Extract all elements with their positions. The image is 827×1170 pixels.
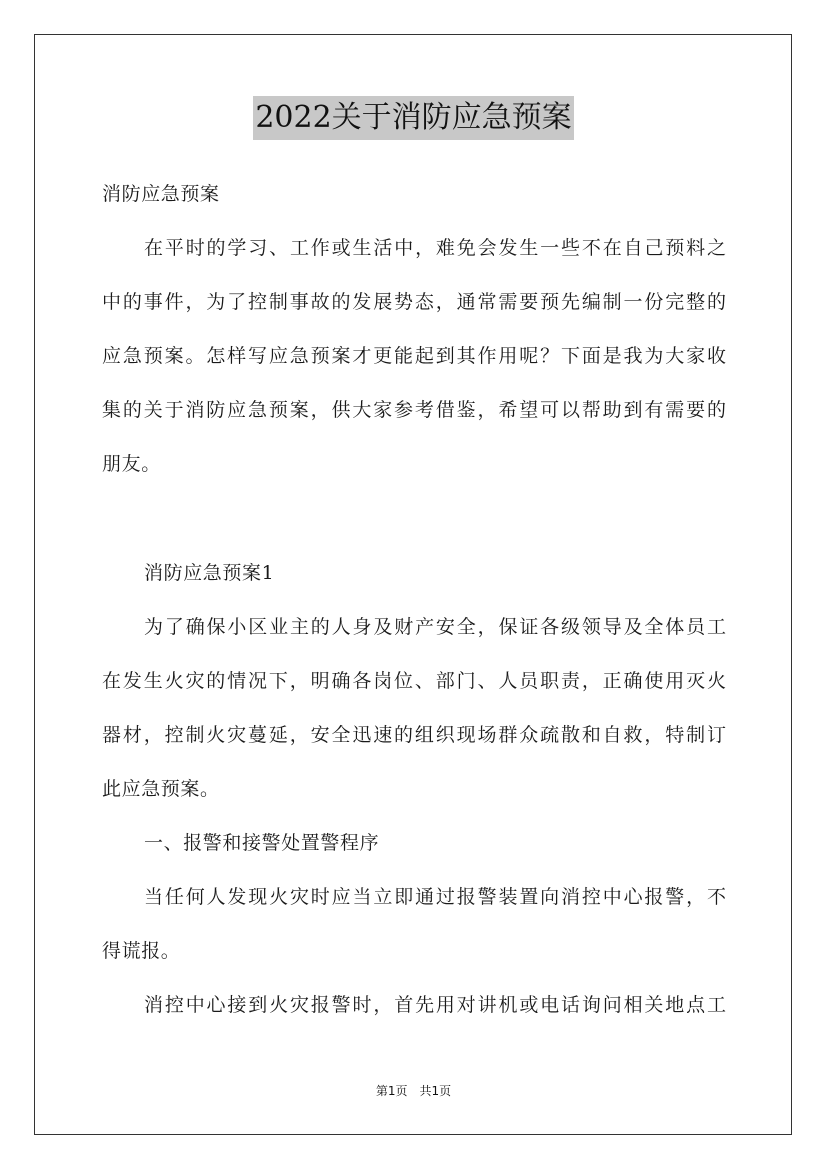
- page-total: 共1页: [419, 1084, 452, 1098]
- paragraph-line: 得谎报。: [102, 940, 181, 962]
- paragraph-line: 中的事件，为了控制事故的发展势态，通常需要预先编制一份完整的: [102, 291, 726, 313]
- page-number: 第1页: [375, 1084, 408, 1098]
- paragraph-line: 集的关于消防应急预案，供大家参考借鉴，希望可以帮助到有需要的: [102, 399, 726, 421]
- document-title: 2022关于消防应急预案: [253, 96, 573, 140]
- section-heading: 消防应急预案: [102, 183, 220, 205]
- title-container: [0, 96, 827, 140]
- paragraph-line: 应急预案。怎样写应急预案才更能起到其作用呢？下面是我为大家收: [102, 345, 726, 367]
- paragraph-line: 此应急预案。: [102, 778, 220, 800]
- page-footer: [0, 1082, 827, 1099]
- subsection-heading: 一、报警和接警处置警程序: [144, 832, 380, 854]
- paragraph-line: 为了确保小区业主的人身及财产安全，保证各级领导及全体员工: [144, 616, 726, 638]
- paragraph-line: 消控中心接到火灾报警时，首先用对讲机或电话询问相关地点工: [144, 994, 726, 1016]
- paragraph-line: 在发生火灾的情况下，明确各岗位、部门、人员职责，正确使用灭火: [102, 670, 726, 692]
- paragraph-line: 朋友。: [102, 453, 161, 475]
- section-heading: 消防应急预案1: [144, 562, 275, 584]
- paragraph-line: 当任何人发现火灾时应当立即通过报警装置向消控中心报警，不: [144, 886, 726, 908]
- paragraph-line: 器材，控制火灾蔓延，安全迅速的组织现场群众疏散和自救，特制订: [102, 724, 726, 746]
- paragraph-line: 在平时的学习、工作或生活中，难免会发生一些不在自己预料之: [144, 237, 726, 259]
